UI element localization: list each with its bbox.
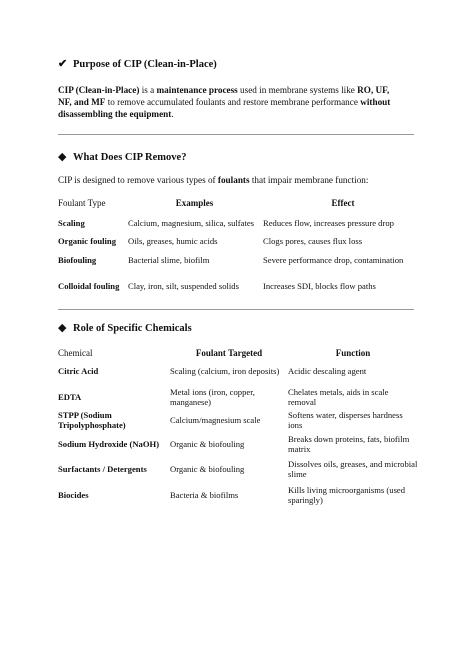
remove-intro-text-2: that impair membrane function: [249, 175, 369, 185]
chemical-name: EDTA [58, 391, 82, 402]
foulant-examples: Bacterial slime, biofilm [128, 254, 210, 265]
chemical-target: Calcium/magnesium scale [170, 414, 261, 425]
table-row [58, 246, 418, 274]
foulant-examples: Calcium, magnesium, silica, sulfates [128, 217, 255, 228]
foulant-effect: Increases SDI, blocks flow paths [263, 280, 376, 291]
chemical-target: Organic & biofouling [170, 438, 245, 449]
remove-intro [58, 174, 403, 186]
foulant-examples: Clay, iron, silt, suspended solids [128, 280, 239, 291]
foulant-type: Biofouling [58, 254, 97, 265]
purpose-heading [58, 57, 217, 70]
chemical-name: Surfactants / Detergents [58, 463, 147, 474]
foulant-type: Scaling [58, 217, 85, 228]
check-icon: ✔ [58, 58, 68, 70]
purpose-text-4: . [171, 109, 174, 119]
chemicals-heading-text: Role of Specific Chemicals [73, 323, 192, 334]
diamond-icon: ◆ [58, 322, 67, 334]
table-row [58, 357, 418, 385]
chemicals-heading [58, 321, 192, 334]
chemical-name: Citric Acid [58, 365, 99, 376]
foulant-type: Organic fouling [58, 235, 117, 246]
divider [58, 134, 414, 135]
chemical-target: Bacteria & biofilms [170, 489, 239, 500]
chemical-target: Metal ions (iron, copper, manganese) [170, 386, 255, 407]
table-row [58, 455, 418, 483]
column-header: Function [335, 347, 371, 358]
purpose-text-bold-3: without disassembling the equipment [58, 97, 391, 119]
remove-intro-text-1: CIP is designed to remove various types of [58, 175, 218, 185]
column-header: Examples [175, 197, 214, 208]
chemical-function: Softens water, disperses hardness ions [288, 409, 403, 430]
purpose-text-bold-1: maintenance process [156, 85, 238, 95]
purpose-term: CIP (Clean-in-Place) [58, 85, 140, 95]
column-header: Foulant Type [58, 197, 106, 208]
foulant-type: Colloidal fouling [58, 280, 120, 291]
diamond-icon: ◆ [58, 151, 67, 163]
foulant-effect: Severe performance drop, contamination [263, 254, 404, 265]
chemical-name: Sodium Hydroxide (NaOH) [58, 438, 160, 449]
purpose-paragraph [58, 84, 403, 120]
chemical-function: Dissolves oils, greases, and microbial slime [288, 458, 418, 479]
chemical-function: Kills living microorganisms (used sparingly) [288, 484, 406, 505]
chemical-name: Biocides [58, 489, 89, 500]
purpose-text-2: used in membrane systems like [237, 85, 358, 95]
divider [58, 309, 414, 310]
column-header: Foulant Targeted [195, 347, 263, 358]
foulant-effect: Clogs pores, causes flux loss [263, 235, 363, 246]
foulant-effect: Reduces flow, increases pressure drop [263, 217, 394, 228]
column-header: Chemical [58, 347, 93, 358]
chemical-target: Organic & biofouling [170, 463, 245, 474]
chemical-function: Acidic descaling agent [288, 365, 367, 376]
remove-heading [58, 150, 186, 163]
remove-heading-text: What Does CIP Remove? [73, 152, 187, 163]
chemical-name: STPP (Sodium Tripolyphosphate) [58, 409, 126, 430]
chemical-function: Chelates metals, aids in scale removal [288, 386, 389, 407]
purpose-text-bold-2: RO, UF, NF, and MF [58, 85, 390, 107]
column-header: Effect [331, 197, 355, 208]
table-row [58, 430, 418, 458]
purpose-heading-text: Purpose of CIP (Clean-in-Place) [73, 59, 217, 70]
foulant-examples: Oils, greases, humic acids [128, 235, 218, 246]
purpose-text-3: to remove accumulated foulants and restore membrane performance [105, 97, 361, 107]
chemical-target: Scaling (calcium, iron deposits) [170, 365, 280, 376]
purpose-text-1: is a [139, 85, 157, 95]
table-row [58, 271, 418, 301]
chemical-function: Breaks down proteins, fats, biofilm matrix [288, 433, 410, 454]
table-row [58, 481, 418, 509]
remove-intro-bold: foulants [217, 175, 250, 185]
